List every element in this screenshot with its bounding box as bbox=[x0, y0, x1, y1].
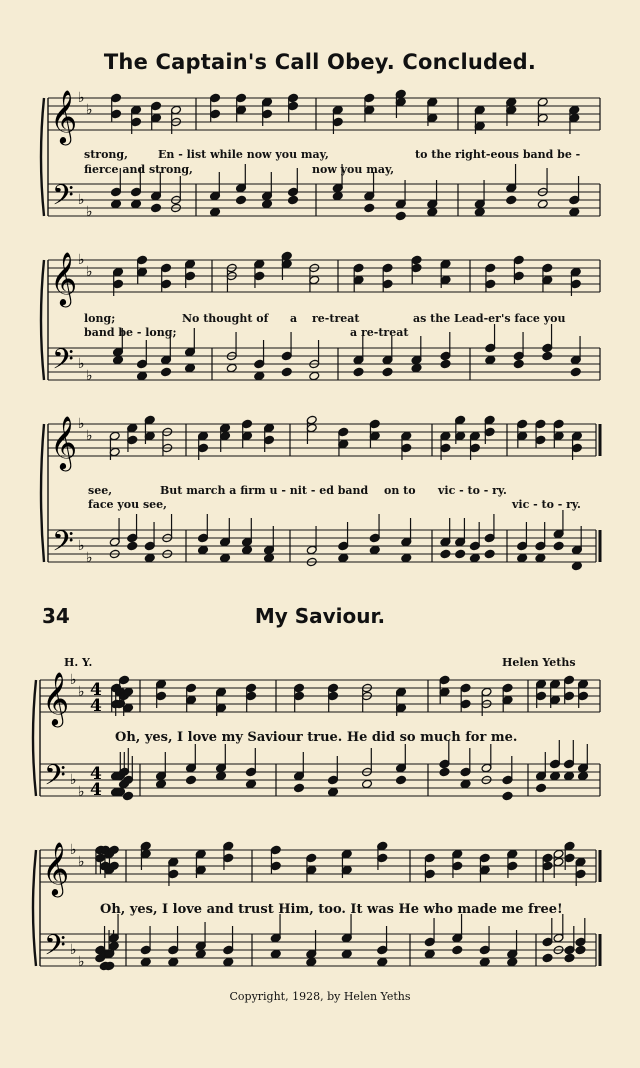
note-head bbox=[111, 199, 122, 209]
lyric-s3-v1-c: on to bbox=[384, 484, 416, 497]
treble-clef: 𝄞 bbox=[42, 841, 70, 895]
note-head bbox=[474, 207, 485, 217]
flat-sign: ♭ bbox=[78, 90, 85, 106]
lyric-s2-v2-b: a re-treat bbox=[350, 326, 409, 339]
flat-sign: ♭ bbox=[86, 264, 93, 280]
note-head bbox=[131, 199, 142, 209]
flat-sign: ♭ bbox=[86, 428, 93, 444]
lyric-s2-v1-c: a bbox=[290, 312, 298, 325]
hymn-title: The Captain's Call Obey. Concluded. bbox=[103, 50, 537, 74]
bass-clef: 𝄢 bbox=[52, 343, 74, 383]
note-head bbox=[506, 195, 517, 205]
lyric-s3-v2-b: vic - to - ry. bbox=[512, 498, 581, 511]
flat-sign: ♭ bbox=[78, 356, 85, 372]
note-head bbox=[469, 553, 480, 563]
lyric-s2-v1-b: No thought of bbox=[182, 312, 269, 325]
lyric-s2-v2-a: band be - long; bbox=[84, 326, 177, 339]
note-head bbox=[151, 203, 162, 213]
note-head bbox=[294, 783, 305, 793]
system-brace bbox=[33, 680, 36, 796]
note-head bbox=[262, 199, 273, 209]
note-head bbox=[569, 207, 580, 217]
note-head bbox=[553, 541, 564, 551]
lyric-s1-v1-c: to the right-eous band be - bbox=[415, 148, 581, 161]
flat-sign: ♭ bbox=[70, 672, 77, 688]
note-head bbox=[395, 211, 406, 221]
note-head bbox=[270, 949, 281, 959]
treble-clef: 𝄞 bbox=[50, 251, 78, 305]
system-brace bbox=[33, 850, 36, 966]
flat-sign: ♭ bbox=[86, 550, 93, 566]
note-head bbox=[220, 553, 231, 563]
system-brace bbox=[41, 424, 44, 562]
note-head bbox=[460, 779, 471, 789]
treble-clef: 𝄞 bbox=[50, 415, 78, 469]
flat-sign: ♭ bbox=[78, 416, 85, 432]
note-head bbox=[377, 957, 388, 967]
system-brace bbox=[41, 98, 44, 216]
note-head bbox=[288, 195, 299, 205]
lyric-s1-v1-b: En - list while now you may, bbox=[158, 148, 329, 161]
treble-clef: 𝄞 bbox=[50, 89, 78, 143]
note-head bbox=[223, 957, 234, 967]
lyric-s1-v2-a: fierce and strong, bbox=[84, 163, 193, 176]
flat-sign: ♭ bbox=[78, 784, 85, 800]
note-head bbox=[440, 549, 451, 559]
lyric-s3-v1-b: But march a firm u - nit - ed band bbox=[160, 484, 369, 497]
note-head bbox=[341, 949, 352, 959]
flat-sign: ♭ bbox=[78, 192, 85, 208]
note-head bbox=[455, 549, 466, 559]
note-head bbox=[353, 367, 364, 377]
bass-clef: 𝄢 bbox=[44, 929, 66, 969]
note-head bbox=[537, 199, 548, 209]
note-head bbox=[264, 553, 275, 563]
hymn-title-2: My Saviour. bbox=[254, 604, 386, 628]
note-head bbox=[210, 207, 221, 217]
treble-clef: 𝄞 bbox=[42, 671, 70, 725]
note-head bbox=[161, 367, 172, 377]
flat-sign: ♭ bbox=[78, 954, 85, 970]
note-head bbox=[306, 957, 317, 967]
note-head bbox=[281, 367, 292, 377]
lyric-s2-v1-d: re-treat bbox=[312, 312, 360, 325]
flat-sign: ♭ bbox=[70, 842, 77, 858]
note-head bbox=[439, 767, 450, 777]
note-head bbox=[571, 561, 582, 571]
note-head bbox=[485, 355, 496, 365]
time-signature: 4 bbox=[90, 680, 102, 700]
lyric-s3-v1-a: see, bbox=[88, 484, 113, 497]
note-head bbox=[517, 553, 528, 563]
note-head bbox=[578, 771, 589, 781]
note-head bbox=[108, 941, 119, 951]
note-head bbox=[236, 195, 247, 205]
note-head bbox=[198, 545, 209, 555]
system-brace bbox=[41, 260, 44, 380]
note-head bbox=[536, 783, 547, 793]
note-head bbox=[564, 953, 575, 963]
note-head bbox=[427, 207, 438, 217]
note-head bbox=[382, 367, 393, 377]
note-head bbox=[137, 371, 148, 381]
lyric-hymn2-line2: Oh, yes, I love and trust Him, too. It was He who made me free! bbox=[100, 902, 563, 917]
flat-sign: ♭ bbox=[78, 252, 85, 268]
note-head bbox=[570, 367, 581, 377]
flat-sign: ♭ bbox=[86, 368, 93, 384]
note-head bbox=[542, 953, 553, 963]
note-head bbox=[144, 553, 155, 563]
note-head bbox=[216, 771, 227, 781]
note-head bbox=[156, 779, 167, 789]
note-head bbox=[502, 791, 513, 801]
bass-clef: 𝄢 bbox=[44, 759, 66, 799]
note-head bbox=[195, 949, 206, 959]
lyric-s2-v1-e: as the Lead-er's face you bbox=[413, 312, 566, 325]
note-head bbox=[507, 957, 518, 967]
note-head bbox=[535, 553, 546, 563]
note-head bbox=[186, 775, 197, 785]
flat-sign: ♭ bbox=[70, 942, 77, 958]
note-head bbox=[575, 945, 586, 955]
flat-sign: ♭ bbox=[78, 538, 85, 554]
note-head bbox=[226, 363, 237, 373]
note-head bbox=[113, 355, 124, 365]
note-head bbox=[564, 771, 575, 781]
note-head bbox=[332, 191, 343, 201]
bass-clef: 𝄢 bbox=[52, 525, 74, 565]
note-head bbox=[479, 957, 490, 967]
hymn-number: 34 bbox=[42, 604, 70, 628]
lyric-s1-v1-a: strong, bbox=[84, 148, 128, 161]
note-head bbox=[452, 945, 463, 955]
author-name: Helen Yeths bbox=[502, 656, 576, 669]
note-head bbox=[542, 351, 553, 361]
flat-sign: ♭ bbox=[78, 684, 85, 700]
note-head bbox=[369, 545, 380, 555]
note-head bbox=[440, 359, 451, 369]
lyric-s2-v1-a: long; bbox=[84, 312, 116, 325]
note-head bbox=[401, 553, 412, 563]
note-head bbox=[140, 957, 151, 967]
lyric-s3-v1-d: vic - to - ry. bbox=[438, 484, 507, 497]
time-signature: 4 bbox=[90, 780, 102, 800]
flat-sign: ♭ bbox=[86, 204, 93, 220]
flat-sign: ♭ bbox=[70, 772, 77, 788]
bass-clef: 𝄢 bbox=[52, 179, 74, 219]
note-head bbox=[362, 779, 373, 789]
flat-sign: ♭ bbox=[78, 854, 85, 870]
time-signature: 4 bbox=[90, 696, 102, 716]
note-head bbox=[396, 775, 407, 785]
note-head bbox=[328, 787, 339, 797]
note-head bbox=[338, 553, 349, 563]
lyric-hymn2-line1: Oh, yes, I love my Saviour true. He did so much for me. bbox=[115, 730, 518, 745]
note-head bbox=[254, 371, 265, 381]
note-head bbox=[484, 549, 495, 559]
note-head bbox=[364, 203, 375, 213]
note-head bbox=[127, 541, 138, 551]
note-head bbox=[411, 363, 422, 373]
note-head bbox=[550, 771, 561, 781]
note-head bbox=[242, 545, 253, 555]
copyright-notice: Copyright, 1928, by Helen Yeths bbox=[229, 990, 411, 1003]
time-signature: 4 bbox=[90, 764, 102, 784]
note-head bbox=[246, 779, 257, 789]
note-head bbox=[185, 363, 196, 373]
lyric-s1-v2-b: now you may, bbox=[312, 163, 395, 176]
note-head bbox=[424, 949, 435, 959]
note-head bbox=[309, 371, 320, 381]
lyric-s3-v2-a: face you see, bbox=[88, 498, 167, 511]
flat-sign: ♭ bbox=[86, 102, 93, 118]
note-head bbox=[168, 957, 179, 967]
note-head bbox=[513, 359, 524, 369]
author-initials: H. Y. bbox=[64, 656, 93, 669]
